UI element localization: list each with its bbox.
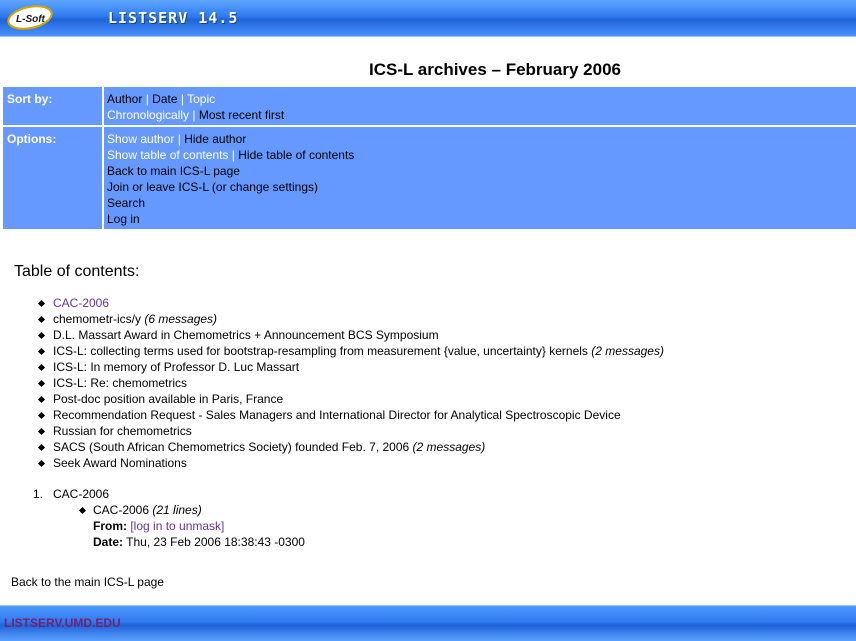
header-bar [0,0,856,37]
search-link[interactable]: Search [107,196,146,210]
bullet-icon [38,444,45,451]
toc-item-link[interactable]: Russian for chemometrics [53,424,192,438]
sort-date-link[interactable]: Date [152,92,178,106]
sort-topic-link[interactable]: Topic [187,92,216,106]
bullet-icon [38,316,45,323]
show-author-link[interactable]: Show author [107,132,175,146]
toc-item-link[interactable]: chemometr-ics/y [53,312,142,326]
thread-item [33,487,110,501]
hide-toc-link[interactable]: Hide table of contents [238,148,355,162]
message-count: (6 messages) [144,312,218,326]
column-divider [102,127,104,229]
message-count: (2 messages) [591,344,664,358]
back-to-main-link[interactable]: Back to main ICS-L page [107,164,240,178]
join-leave-link[interactable]: Join or leave ICS-L (or change settings) [107,180,318,194]
thread-title: CAC-2006 [53,487,110,501]
toc-item-link[interactable]: ICS-L: In memory of Professor D. Luc Massart [53,360,300,374]
bullet-icon [38,300,45,307]
bullet-icon [38,348,45,355]
toc-item[interactable] [53,312,217,326]
toc-item[interactable] [53,328,439,342]
toc-item-link[interactable]: CAC-2006 [53,296,110,310]
toc-item-link[interactable]: ICS-L: Re: chemometrics [53,376,188,390]
lsoft-logo [6,5,54,30]
column-divider [102,87,104,125]
sort-by-row [3,87,856,125]
date-value: Thu, 23 Feb 2006 18:38:43 -0300 [126,535,305,549]
toc-item[interactable] [53,296,109,310]
toc-item-link[interactable]: Seek Award Nominations [53,456,187,470]
show-toc-link[interactable]: Show table of contents [107,148,229,162]
sort-by-label: Sort by: [7,92,53,106]
toc-item[interactable] [53,440,485,454]
toc-item[interactable] [53,376,187,390]
bullet-icon [38,428,45,435]
toc-item-link[interactable]: Recommendation Request - Sales Managers and International Director for Analytical Spectroscopic Device [53,408,621,422]
thread-number: 1. [33,487,44,501]
toc-item-link[interactable]: Post-doc position available in Paris, France [53,392,284,406]
options-label: Options: [7,132,57,146]
back-to-main-page-link[interactable]: Back to the main ICS-L page [11,575,164,589]
sort-by-options [107,91,284,123]
page-title: ICS-L archives – February 2006 [369,60,621,79]
unmask-link[interactable]: [log in to unmask] [130,519,225,533]
toc-item[interactable] [53,456,187,470]
toc-item[interactable] [53,360,299,374]
message-date [93,535,305,549]
footer-bar [0,605,856,641]
bullet-icon [38,380,45,387]
message-count: (2 messages) [412,440,486,454]
toc-item[interactable] [53,344,664,358]
toc-item[interactable] [53,408,621,422]
most-recent-first-link[interactable]: Most recent first [198,108,285,122]
separator: | [192,108,196,122]
toc-heading: Table of contents: [14,263,140,280]
bullet-icon [38,396,45,403]
message-lines: (21 lines) [152,503,202,517]
message-from [93,519,224,533]
toc-item-link[interactable]: ICS-L: collecting terms used for bootstrap-resampling from measurement {value, uncertainty} kernels [53,344,588,358]
footer-host-link[interactable]: LISTSERV.UMD.EDU [4,616,121,630]
toc-item[interactable] [53,392,283,406]
app-title: LISTSERV 14.5 [108,9,239,27]
separator: | [180,92,184,106]
toc-item-link[interactable]: SACS (South African Chemometrics Society) founded Feb. 7, 2006 [53,440,410,454]
options-list [107,131,354,227]
bullet-icon [38,412,45,419]
separator: | [231,148,235,162]
toc-item-link[interactable]: D.L. Massart Award in Chemometrics + Announcement BCS Symposium [53,328,439,342]
bullet-icon [79,507,86,514]
date-label: Date: [93,535,124,549]
from-label: From: [93,519,127,533]
separator: | [145,92,149,106]
chronologically-link[interactable]: Chronologically [107,108,190,122]
log-in-link[interactable]: Log in [107,212,140,226]
sort-author-link[interactable]: Author [107,92,143,106]
message-title-link[interactable]: CAC-2006 [93,503,150,517]
hide-author-link[interactable]: Hide author [184,132,247,146]
bullet-icon [38,364,45,371]
svg-text:L-Soft: L-Soft [16,14,45,25]
bullet-icon [38,460,45,467]
toc-item[interactable] [53,424,192,438]
separator: | [177,132,181,146]
bullet-icon [38,332,45,339]
message-entry[interactable] [93,503,202,517]
options-row [3,127,856,229]
